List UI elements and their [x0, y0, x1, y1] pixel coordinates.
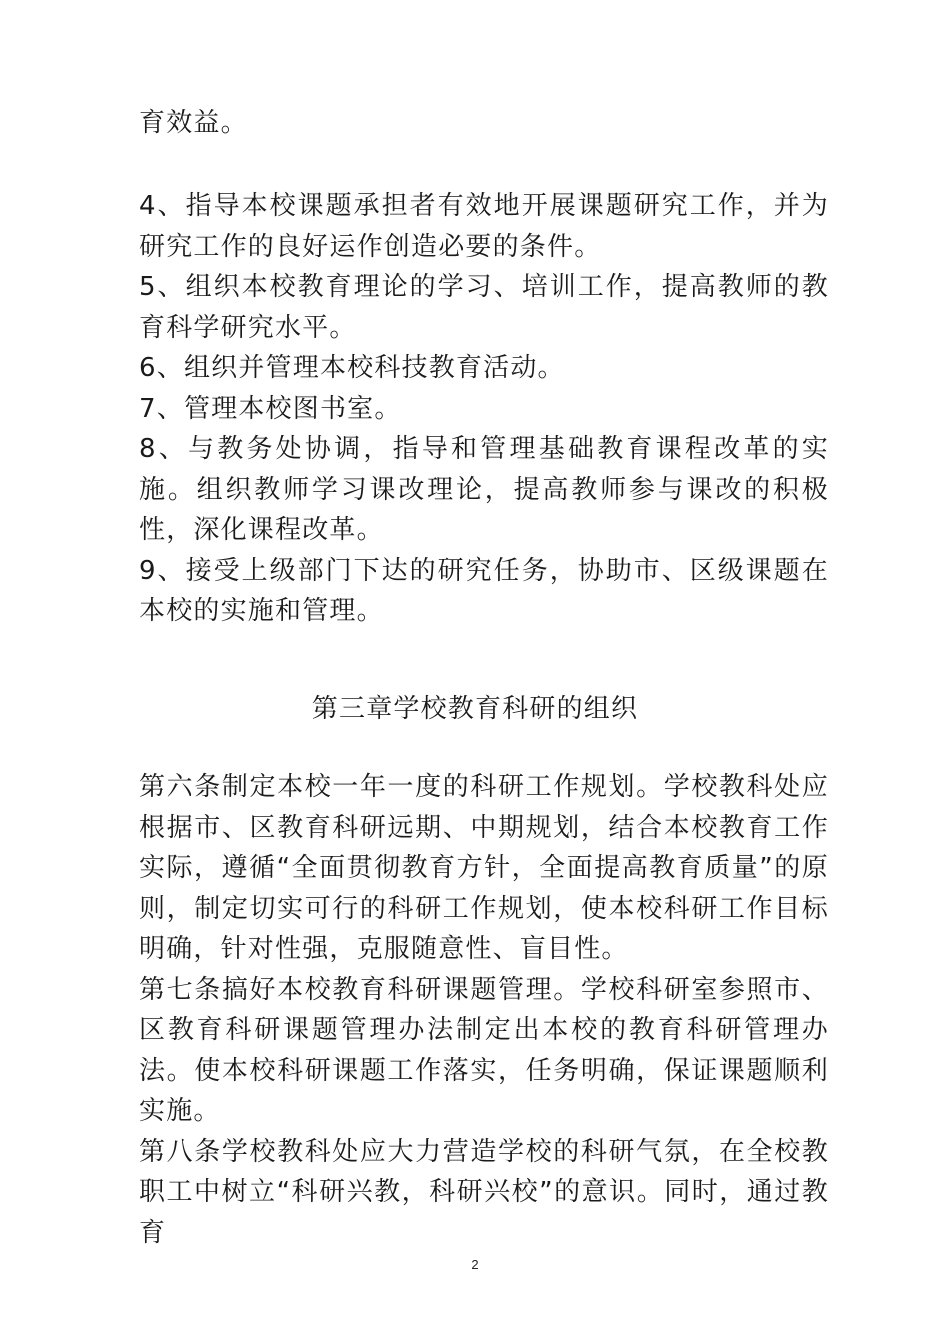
list-item: 7、管理本校图书室。	[139, 393, 402, 424]
articles-block	[139, 767, 829, 1253]
duties-list	[139, 186, 829, 632]
list-item: 4、指导本校课题承担者有效地开展课题研究工作，并为研究工作的良好运作创造必要的条件。	[139, 191, 829, 262]
list-item: 5、组织本校教育理论的学习、培训工作，提高教师的教育科学研究水平。	[139, 272, 829, 343]
continuation-text-block	[139, 103, 829, 144]
article-paragraph: 第六条制定本校一年一度的科研工作规划。学校教科处应根据市、区教育科研远期、中期规划，结合本校教育工作实际，遵循“全面贯彻教育方针，全面提高教育质量”的原则，制定切实可行的科研工作规划，使本校科研工作目标明确，针对性强，克服随意性、盲目性。	[139, 772, 829, 964]
list-item: 8、与教务处协调，指导和管理基础教育课程改革的实施。组织教师学习课改理论，提高教师参与课改的积极性，深化课程改革。	[139, 434, 829, 545]
chapter-title: 第三章学校教育科研的组织	[311, 694, 639, 724]
article-paragraph: 第八条学校教科处应大力营造学校的科研气氛，在全校教职工中树立“科研兴教，科研兴校”的意识。同时，通过教育	[139, 1136, 829, 1248]
article-paragraph: 第七条搞好本校教育科研课题管理。学校科研室参照市、区教育科研课题管理办法制定出本校的教育科研管理办法。使本校科研课题工作落实，任务明确，保证课题顺利实施。	[139, 974, 829, 1126]
page-number: 2	[471, 1257, 479, 1272]
list-item: 6、组织并管理本校科技教育活动。	[139, 353, 565, 383]
list-item: 9、接受上级部门下达的研究任务，协助市、区级课题在本校的实施和管理。	[139, 555, 829, 626]
continuation-paragraph: 育效益。	[139, 108, 248, 138]
